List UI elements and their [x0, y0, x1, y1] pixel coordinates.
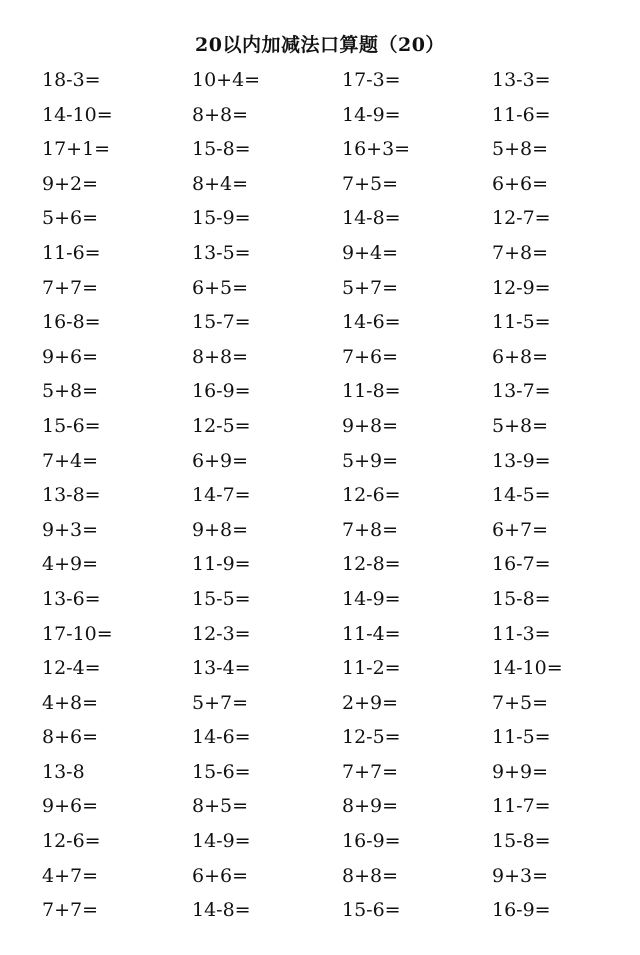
problem-item: 15-8=: [492, 587, 551, 610]
problem-item: 9+6=: [42, 345, 99, 368]
problem-item: 14-10=: [492, 657, 563, 680]
problem-item: 5+8=: [492, 138, 549, 161]
problem-item: 15-8=: [192, 138, 251, 161]
problem-item: 14-9=: [342, 587, 401, 610]
problem-item: 16-9=: [492, 899, 551, 922]
problem-item: 8+4=: [192, 172, 249, 195]
problem-item: 6+7=: [492, 518, 549, 541]
problem-item: 11-4=: [342, 622, 401, 645]
problem-item: 13-5=: [192, 241, 251, 264]
problem-item: 14-9=: [192, 830, 251, 853]
problem-item: 12-6=: [42, 830, 101, 853]
problem-item: 5+7=: [192, 691, 249, 714]
problem-item: 5+8=: [492, 414, 549, 437]
problem-item: 15-7=: [192, 311, 251, 334]
problem-item: 9+8=: [192, 518, 249, 541]
problem-item: 8+9=: [342, 795, 399, 818]
problem-item: 11-2=: [342, 657, 401, 680]
problem-item: 14-7=: [192, 484, 251, 507]
problem-item: 11-6=: [492, 103, 551, 126]
problem-item: 16-7=: [492, 553, 551, 576]
problem-item: 8+5=: [192, 795, 249, 818]
problem-item: 16-9=: [342, 830, 401, 853]
problem-item: 14-5=: [492, 484, 551, 507]
problem-item: 11-7=: [492, 795, 551, 818]
problem-item: 17-10=: [42, 622, 113, 645]
problem-item: 12-5=: [342, 726, 401, 749]
problem-item: 13-8: [42, 760, 85, 783]
problem-item: 9+3=: [42, 518, 99, 541]
problem-item: 9+4=: [342, 241, 399, 264]
problem-item: 6+9=: [192, 449, 249, 472]
problem-item: 9+9=: [492, 760, 549, 783]
problem-item: 15-5=: [192, 587, 251, 610]
problem-item: 13-4=: [192, 657, 251, 680]
problem-item: 17+1=: [42, 138, 111, 161]
problem-grid: [42, 63, 640, 928]
problem-item: 18-3=: [42, 69, 101, 91]
problem-item: 14-10=: [42, 103, 113, 126]
problem-item: 7+5=: [492, 691, 549, 714]
problem-item: 15-8=: [492, 830, 551, 853]
problem-item: 7+8=: [342, 518, 399, 541]
problem-item: 11-3=: [492, 622, 551, 645]
problem-item: 12-3=: [192, 622, 251, 645]
problem-item: 12-6=: [342, 484, 401, 507]
problem-item: 13-3=: [492, 69, 551, 91]
problem-item: 7+8=: [492, 241, 549, 264]
problem-item: 5+8=: [42, 380, 99, 403]
problem-item: 16-9=: [192, 380, 251, 403]
problem-item: 5+9=: [342, 449, 399, 472]
problem-item: 15-9=: [192, 207, 251, 230]
problem-item: 8+8=: [192, 345, 249, 368]
problem-item: 10+4=: [192, 69, 261, 91]
problem-item: 11-5=: [492, 311, 551, 334]
problem-item: 13-8=: [42, 484, 101, 507]
problem-item: 8+6=: [42, 726, 99, 749]
problem-item: 5+7=: [342, 276, 399, 299]
problem-item: 12-7=: [492, 207, 551, 230]
problem-item: 9+2=: [42, 172, 99, 195]
problem-item: 12-9=: [492, 276, 551, 299]
problem-item: 7+7=: [42, 276, 99, 299]
problem-item: 13-9=: [492, 449, 551, 472]
problem-item: 11-6=: [42, 241, 101, 264]
problem-item: 6+6=: [192, 864, 249, 887]
problem-item: 8+8=: [192, 103, 249, 126]
problem-item: 7+6=: [342, 345, 399, 368]
problem-item: 16+3=: [342, 138, 411, 161]
problem-item: 9+8=: [342, 414, 399, 437]
problem-item: 7+4=: [42, 449, 99, 472]
problem-item: 5+6=: [42, 207, 99, 230]
problem-item: 17-3=: [342, 69, 401, 91]
problem-item: 14-6=: [342, 311, 401, 334]
problem-item: 9+6=: [42, 795, 99, 818]
problem-item: 4+7=: [42, 864, 99, 887]
problem-item: 7+5=: [342, 172, 399, 195]
problem-item: 14-8=: [192, 899, 251, 922]
problem-item: 16-8=: [42, 311, 101, 334]
problem-item: 4+9=: [42, 553, 99, 576]
problem-item: 6+5=: [192, 276, 249, 299]
problem-item: 9+3=: [492, 864, 549, 887]
problem-item: 6+8=: [492, 345, 549, 368]
problem-item: 15-6=: [342, 899, 401, 922]
problem-item: 14-8=: [342, 207, 401, 230]
problem-item: 14-9=: [342, 103, 401, 126]
problem-item: 4+8=: [42, 691, 99, 714]
problem-item: 11-8=: [342, 380, 401, 403]
problem-item: 12-4=: [42, 657, 101, 680]
problem-item: 2+9=: [342, 691, 399, 714]
problem-item: 7+7=: [342, 760, 399, 783]
problem-item: 7+7=: [42, 899, 99, 922]
problem-item: 12-5=: [192, 414, 251, 437]
problem-item: 6+6=: [492, 172, 549, 195]
problem-item: 15-6=: [42, 414, 101, 437]
problem-item: 8+8=: [342, 864, 399, 887]
problem-item: 14-6=: [192, 726, 251, 749]
problem-item: 11-9=: [192, 553, 251, 576]
problem-item: 15-6=: [192, 760, 251, 783]
problem-item: 11-5=: [492, 726, 551, 749]
problem-item: 12-8=: [342, 553, 401, 576]
problem-item: 13-6=: [42, 587, 101, 610]
worksheet-title: 20以内加减法口算题（20）: [195, 34, 445, 56]
problem-item: 13-7=: [492, 380, 551, 403]
